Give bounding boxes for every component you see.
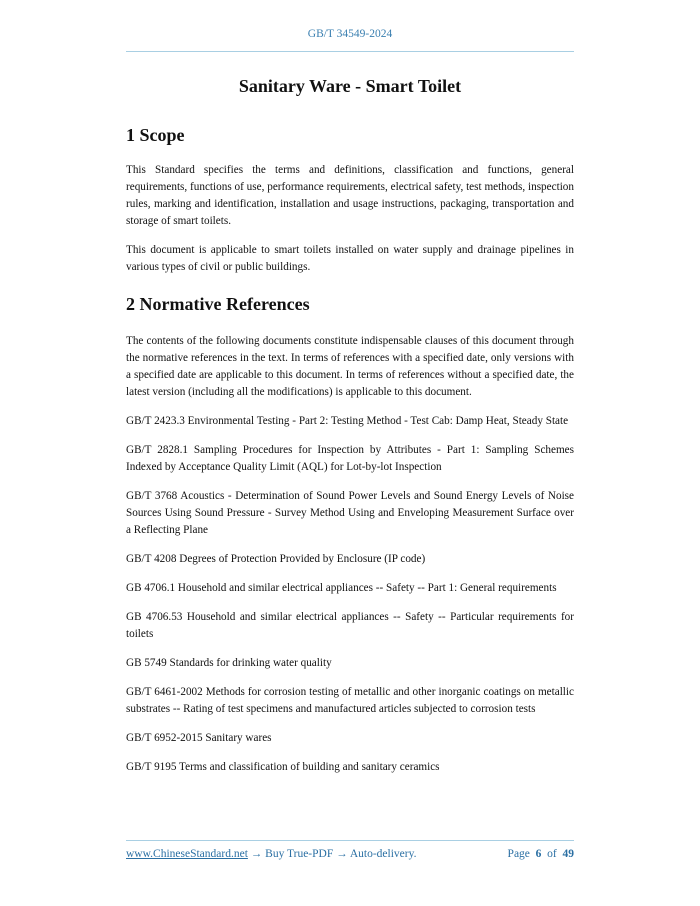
reference-item: GB/T 2423.3 Environmental Testing - Part 2: Testing Method - Test Cab: Damp Heat, Steady State — [126, 415, 569, 427]
document-id-header: GB/T 34549-2024 — [307, 28, 393, 40]
reference-item: GB/T 3768 Acoustics - Determination of Sound Power Levels and Sound Energy Levels of Noise Sources Using Sound Pressure - Survey Method Using and Enveloping Measurement Surface over a Reflecting Plane — [126, 490, 574, 536]
reference-item: GB/T 6461-2002 Methods for corrosion testing of metallic and other inorganic coatings on metallic substrates -- Rating of test specimens and manufactured articles subjected to corrosion tests — [126, 686, 574, 715]
page-number — [508, 848, 574, 860]
page-footer — [126, 848, 574, 860]
reference-item: GB 5749 Standards for drinking water quality — [126, 657, 332, 669]
paragraph: The contents of the following documents constitute indispensable clauses of this document through the normative references in the text. In terms of references with a specified date, only versions with a specified date are applicable to this document. In terms of references without a specified date, the latest version (including all the modifications) is applicable to this document. — [126, 335, 574, 398]
section-heading-normative-references: 2 Normative References — [126, 294, 310, 314]
reference-item: GB/T 6952-2015 Sanitary wares — [126, 732, 272, 744]
footer-divider — [126, 840, 574, 841]
page-of-label: of — [547, 848, 557, 860]
page-label: Page — [507, 848, 530, 860]
paragraph: This document is applicable to smart toilets installed on water supply and drainage pipelines in various types of civil or public buildings. — [126, 244, 574, 273]
reference-item: GB/T 4208 Degrees of Protection Provided by Enclosure (IP code) — [126, 553, 426, 565]
promo-text: → Buy True-PDF → Auto-delivery. — [247, 848, 417, 860]
header-divider — [126, 51, 574, 52]
document-title: Sanitary Ware - Smart Toilet — [238, 76, 462, 96]
total-pages: 49 — [562, 848, 574, 860]
reference-item: GB/T 9195 Terms and classification of building and sanitary ceramics — [126, 761, 440, 773]
footer-promo — [126, 848, 416, 860]
section-heading-scope: 1 Scope — [126, 125, 185, 145]
website-link[interactable]: www.ChineseStandard.net — [126, 848, 248, 860]
reference-item: GB/T 2828.1 Sampling Procedures for Inspection by Attributes - Part 1: Sampling Schemes Indexed by Acceptance Quality Limit (AQL) for Lot-by-lot Inspection — [126, 444, 574, 473]
reference-item: GB 4706.1 Household and similar electrical appliances -- Safety -- Part 1: General requirements — [126, 582, 557, 594]
document-body — [126, 124, 574, 788]
current-page: 6 — [535, 848, 542, 860]
paragraph: This Standard specifies the terms and definitions, classification and functions, general requirements, functions of use, performance requirements, electrical safety, test methods, inspection rules, marking and identification, installation and usage instructions, packaging, transportation and storage of smart toilets. — [126, 164, 574, 227]
reference-item: GB 4706.53 Household and similar electrical appliances -- Safety -- Particular requirements for toilets — [126, 611, 574, 640]
